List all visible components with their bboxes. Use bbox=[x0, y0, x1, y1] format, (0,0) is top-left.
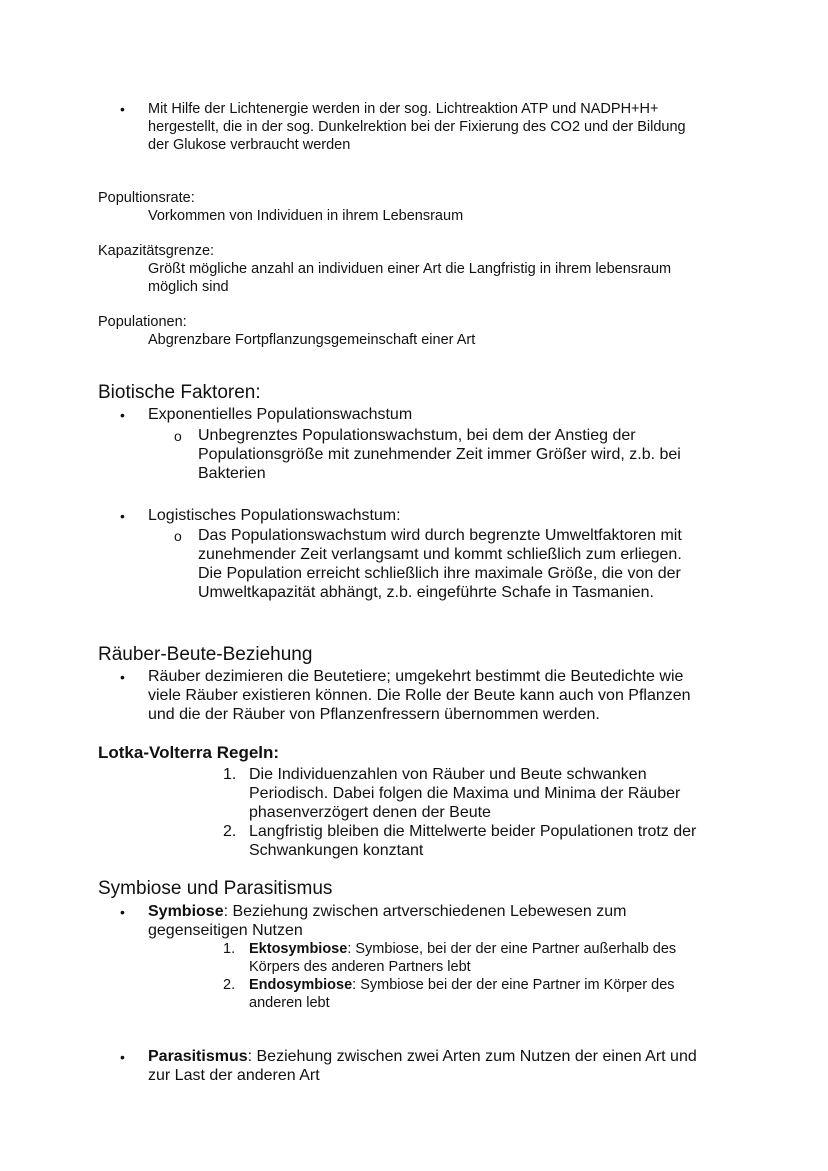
sub-item-text: Die Population erreicht schließlich ihre maximale Größe, die von der bbox=[198, 565, 681, 582]
circle-bullet-icon: o bbox=[174, 428, 182, 444]
term: Parasitismus bbox=[148, 1048, 248, 1065]
definition-text: : Beziehung zwischen artverschiedenen Lebewesen zum bbox=[223, 903, 627, 920]
definition-text: Größt mögliche anzahl an individuen einer Art die Langfristig in ihrem lebensraum bbox=[148, 261, 672, 277]
definition-text: : Symbiose, bei der der eine Partner außerhalb des bbox=[347, 941, 677, 957]
list-item-title: Logistisches Populationswachstum: bbox=[148, 507, 401, 524]
definition-text: Körpers des anderen Partners lebt bbox=[249, 959, 471, 975]
bullet-icon: • bbox=[120, 508, 125, 524]
sub-item-text: Bakterien bbox=[198, 465, 266, 482]
intro-line: hergestellt, die in der sog. Dunkelrektion bei der Fixierung des CO2 und der Bildung bbox=[148, 119, 686, 135]
bullet-icon: • bbox=[120, 1049, 125, 1065]
symbiosis-type bbox=[249, 940, 676, 958]
definition-term: Popultionsrate: bbox=[98, 190, 195, 206]
section-heading: Lotka-Volterra Regeln: bbox=[98, 743, 280, 762]
definition-term: Kapazitätsgrenze: bbox=[98, 243, 215, 259]
sub-item-text: Umweltkapazität abhängt, z.b. eingeführte Schafe in Tasmanien. bbox=[198, 584, 654, 601]
rule-text: phasenverzögert denen der Beute bbox=[249, 804, 491, 821]
paragraph-line: viele Räuber existieren können. Die Rolle der Beute kann auch von Pflanzen bbox=[148, 687, 691, 704]
rule-text: Langfristig bleiben die Mittelwerte beider Populationen trotz der bbox=[249, 823, 697, 840]
section-heading: Räuber-Beute-Beziehung bbox=[98, 644, 313, 665]
bullet-icon: • bbox=[120, 904, 125, 920]
sub-item-text: Das Populationswachstum wird durch begrenzte Umweltfaktoren mit bbox=[198, 527, 682, 544]
intro-line: der Glukose verbraucht werden bbox=[148, 137, 351, 153]
sub-item-text: zunehmender Zeit verlangsamt und kommt schließlich zum erliegen. bbox=[198, 546, 682, 563]
intro-line: Mit Hilfe der Lichtenergie werden in der sog. Lichtreaktion ATP und NADPH+H+ bbox=[148, 101, 659, 117]
rule-text: Periodisch. Dabei folgen die Maxima und Minima der Räuber bbox=[249, 785, 681, 802]
bullet-icon: • bbox=[120, 407, 125, 423]
rule-text: Die Individuenzahlen von Räuber und Beute schwanken bbox=[249, 766, 647, 783]
definition-text: Vorkommen von Individuen in ihrem Lebensraum bbox=[148, 208, 464, 224]
symbiose-definition bbox=[148, 902, 627, 922]
list-number: 2. bbox=[223, 823, 237, 840]
list-item-title: Exponentielles Populationswachstum bbox=[148, 406, 413, 423]
list-number: 2. bbox=[223, 977, 236, 993]
definition-text: Abgrenzbare Fortpflanzungsgemeinschaft einer Art bbox=[148, 332, 476, 348]
term: Symbiose bbox=[148, 903, 224, 920]
paragraph-line: und die der Räuber von Pflanzenfressern übernommen werden. bbox=[148, 706, 600, 723]
definition-text: : Symbiose bei der der eine Partner im Körper des bbox=[352, 977, 675, 993]
sub-item-text: Unbegrenztes Populationswachstum, bei dem der Anstieg der bbox=[198, 427, 636, 444]
list-number: 1. bbox=[223, 766, 237, 783]
bullet-icon: • bbox=[120, 669, 125, 685]
definition-text: gegenseitigen Nutzen bbox=[148, 922, 303, 939]
circle-bullet-icon: o bbox=[174, 528, 182, 544]
section-heading: Biotische Faktoren: bbox=[98, 382, 261, 403]
rule-text: Schwankungen konztant bbox=[249, 842, 424, 859]
definition-text: zur Last der anderen Art bbox=[148, 1067, 320, 1084]
definition-text: möglich sind bbox=[148, 279, 229, 295]
definition-term: Populationen: bbox=[98, 314, 187, 330]
definition-text: anderen lebt bbox=[249, 995, 330, 1011]
definition-text: : Beziehung zwischen zwei Arten zum Nutzen der einen Art und bbox=[247, 1048, 697, 1065]
term: Endosymbiose bbox=[249, 977, 353, 993]
list-number: 1. bbox=[223, 941, 236, 957]
paragraph-line: Räuber dezimieren die Beutetiere; umgekehrt bestimmt die Beutedichte wie bbox=[148, 668, 684, 685]
symbiosis-type bbox=[249, 976, 675, 994]
section-heading: Symbiose und Parasitismus bbox=[98, 878, 333, 899]
sub-item-text: Populationsgröße mit zunehmender Zeit immer Größer wird, z.b. bei bbox=[198, 446, 681, 463]
bullet-icon: • bbox=[120, 101, 125, 117]
term: Ektosymbiose bbox=[249, 941, 348, 957]
parasitismus-definition bbox=[148, 1047, 697, 1067]
